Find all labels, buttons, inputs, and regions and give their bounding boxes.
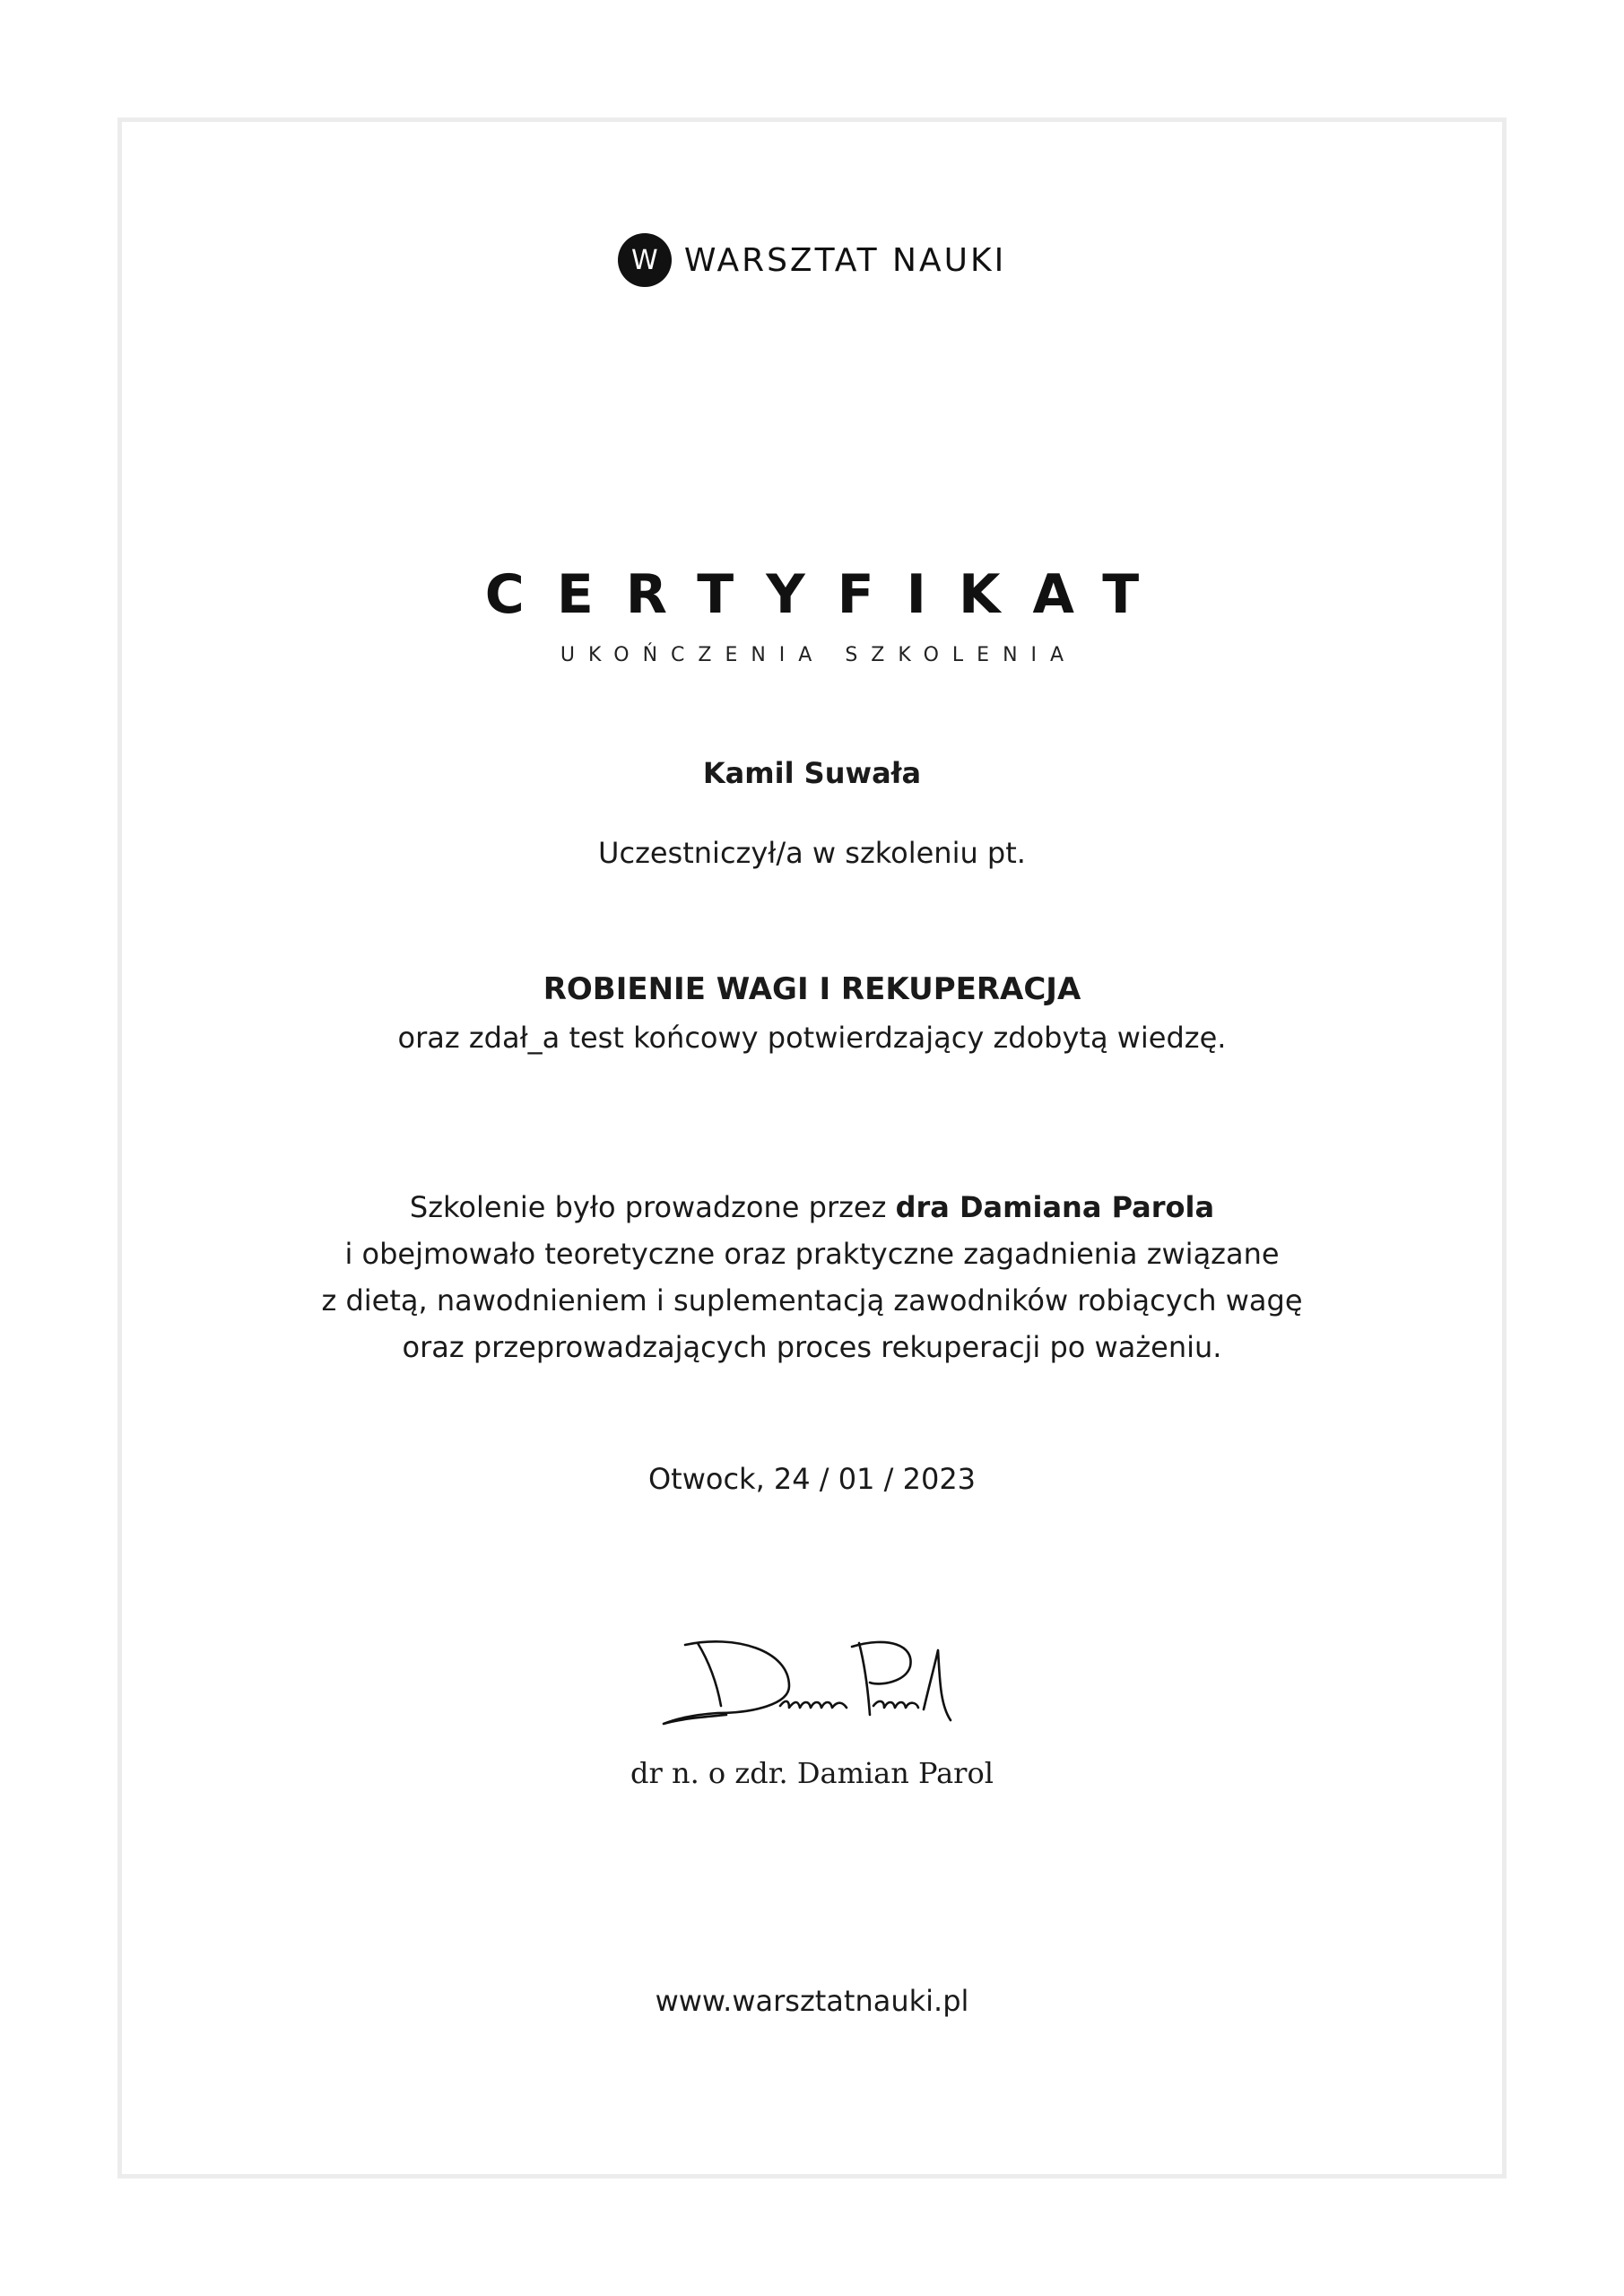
participant-name: Kamil Suwała <box>702 756 922 790</box>
logo-name: WARSZTAT NAUKI <box>683 241 1007 279</box>
logo-mark-icon <box>618 233 672 287</box>
instructor-intro: Szkolenie było prowadzone przez <box>409 1190 896 1224</box>
certificate-frame <box>117 117 1507 2179</box>
signer-name: dr n. o zdr. Damian Parol <box>630 1756 994 1790</box>
place-date: Otwock, 24 / 01 / 2023 <box>647 1462 977 1496</box>
instructor-description <box>0 1184 1624 1370</box>
certificate-subtitle: UKOŃCZENIA SZKOLENIA <box>560 644 1078 666</box>
course-title: ROBIENIE WAGI I REKUPERACJA <box>543 971 1081 1007</box>
instructor-line-2: i obejmowało teoretyczne oraz praktyczne zagadnienia związane <box>344 1237 1280 1271</box>
course-passed-text: oraz zdał_a test końcowy potwierdzający zdobytą wiedzę. <box>397 1021 1227 1055</box>
instructor-line-1 <box>0 1184 1624 1231</box>
instructor-name: dra Damiana Parola <box>895 1190 1215 1224</box>
handwritten-signature <box>655 1623 968 1731</box>
instructor-line-3: z dietą, nawodnieniem i suplementacją zawodników robiących wagę <box>321 1283 1303 1318</box>
website-link[interactable]: www.warsztatnauki.pl <box>655 1984 969 2018</box>
instructor-line-4: oraz przeprowadzających proces rekuperacji po ważeniu. <box>402 1330 1222 1364</box>
logo-mark-letter: W <box>630 244 658 276</box>
participation-text: Uczestniczył/a w szkoleniu pt. <box>598 836 1026 870</box>
certificate-title: CERTYFIKAT <box>484 563 1172 626</box>
brand-logo <box>0 231 1624 289</box>
